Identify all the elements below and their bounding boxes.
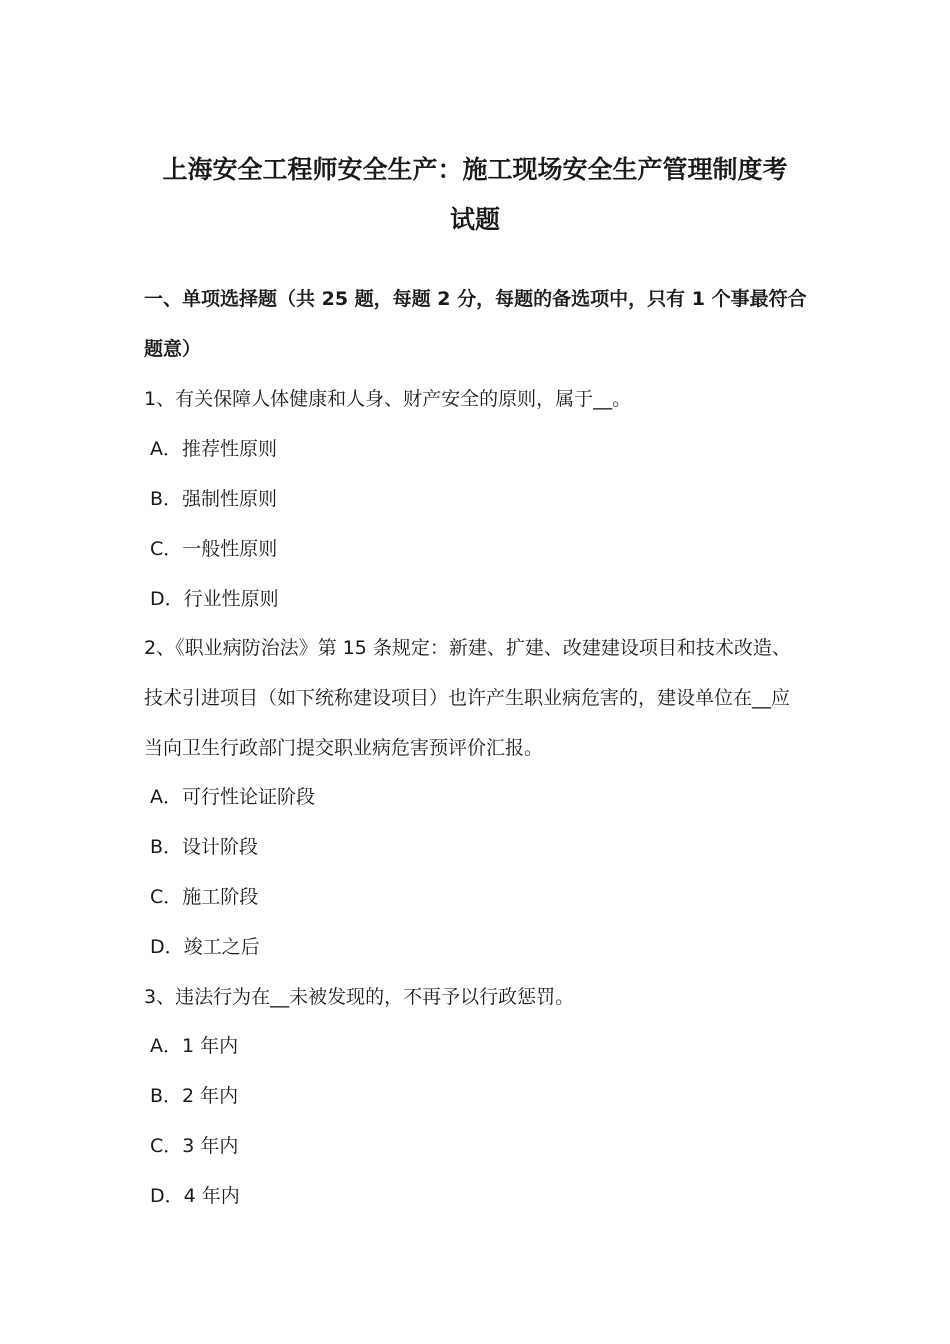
question-2-option-a: A．可行性论证阶段 xyxy=(150,786,315,808)
question-3-option-d: D．4 年内 xyxy=(150,1185,240,1207)
question-2-option-c: C．施工阶段 xyxy=(150,886,259,908)
question-2-option-d: D．竣工之后 xyxy=(150,936,260,958)
question-1-option-a: A．推荐性原则 xyxy=(150,438,277,460)
question-3-option-b: B．2 年内 xyxy=(150,1085,239,1107)
question-3-option-a: A．1 年内 xyxy=(150,1035,239,1057)
question-2-stem-line-3: 当向卫生行政部门提交职业病危害预评价汇报。 xyxy=(144,737,544,759)
question-3-option-c: C．3 年内 xyxy=(150,1135,239,1157)
question-1-option-d: D．行业性原则 xyxy=(150,588,279,610)
question-2-stem-line-2: 技术引进项目（如下统称建设项目）也许产生职业病危害的，建设单位在__应 xyxy=(144,687,791,709)
document-title-line-1: 上海安全工程师安全生产：施工现场安全生产管理制度考 xyxy=(162,155,788,184)
section-heading-line-2: 题意） xyxy=(144,338,202,360)
question-1-stem: 1、有关保障人体健康和人身、财产安全的原则，属于__。 xyxy=(144,388,632,410)
question-3-stem: 3、违法行为在__未被发现的，不再予以行政惩罚。 xyxy=(144,986,575,1008)
question-1-option-c: C．一般性原则 xyxy=(150,538,278,560)
document-title-line-2: 试题 xyxy=(449,205,500,234)
question-2-stem-line-1: 2、《职业病防治法》第 15 条规定：新建、扩建、改建建设项目和技术改造、 xyxy=(144,637,791,659)
question-1-option-b: B．强制性原则 xyxy=(150,488,278,510)
section-heading-line-1: 一、单项选择题（共 25 题，每题 2 分，每题的备选项中，只有 1 个事最符合 xyxy=(144,288,807,310)
question-2-option-b: B．设计阶段 xyxy=(150,836,259,858)
